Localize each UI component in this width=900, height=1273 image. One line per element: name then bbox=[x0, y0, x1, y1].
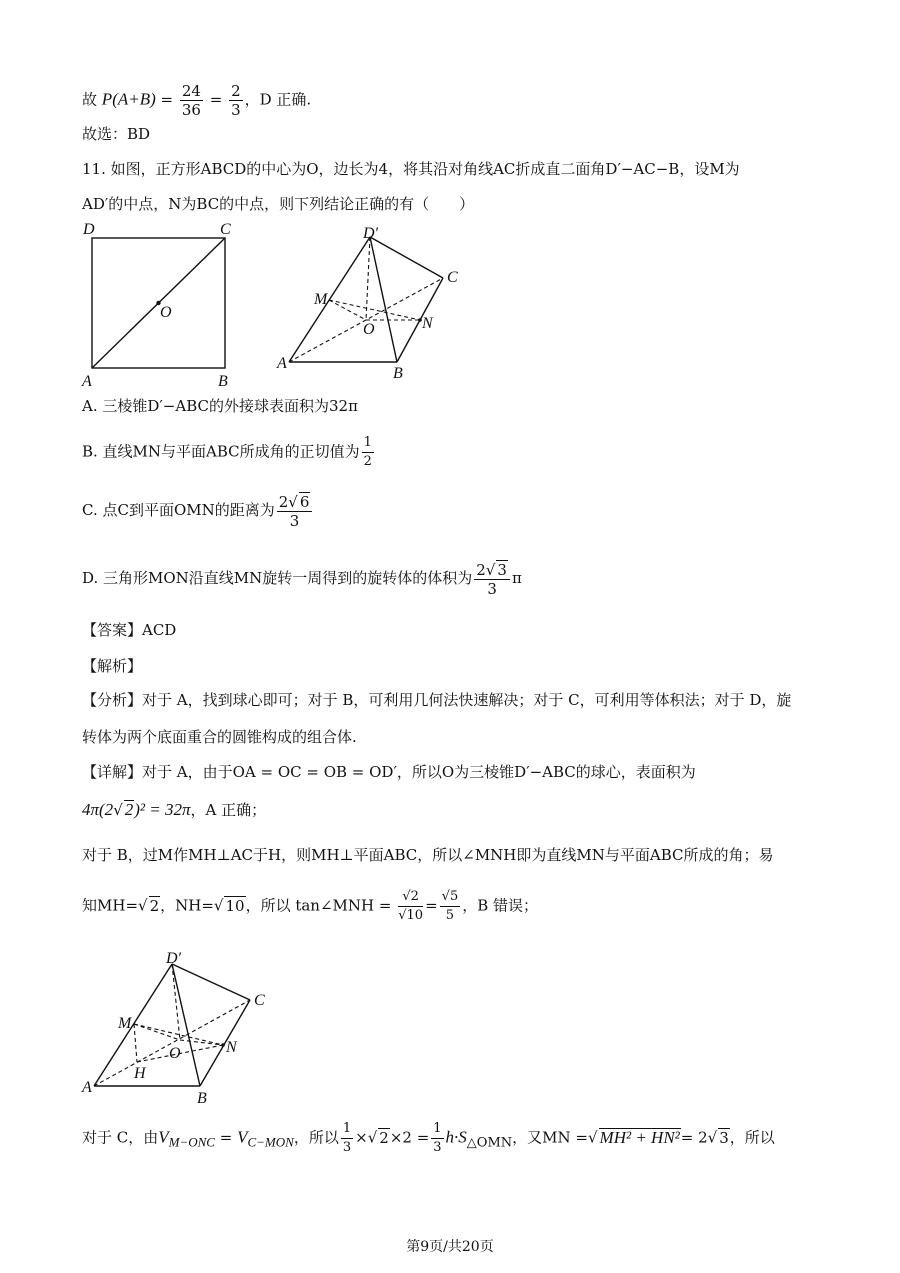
label-O: O bbox=[160, 304, 172, 321]
label-A: A bbox=[82, 1079, 92, 1096]
detail-line1: 【详解】对于 A，由于OA = OC = OB = OD′，所以O为三棱锥D′−ABC的球心，表面积为 bbox=[82, 763, 696, 781]
fraction-1-3-b: $\frac{1}{3}$ bbox=[433, 1121, 442, 1155]
question-11-line1: 11. 如图，正方形ABCD的中心为O，边长为4，将其沿对角线AC折成直二面角D′−AC−B，设M为 bbox=[82, 160, 740, 178]
label-H: H bbox=[134, 1065, 146, 1082]
analysis-heading: 【解析】 bbox=[82, 657, 143, 675]
label-C: C bbox=[254, 992, 265, 1009]
fraction-1-2: $\frac{1}{2}$ bbox=[363, 435, 372, 469]
detail-line4: 知MH=√ 2，NH=√ 10，所以 tan∠MNH = $\frac{√2}{√10}$ = $\frac{√5}{5}$ ，B 错误； bbox=[82, 889, 539, 923]
math-P: P bbox=[101, 89, 113, 109]
label-Dprime: D′ bbox=[166, 950, 182, 967]
figure-pyramid-with-h bbox=[80, 948, 280, 1108]
text-suffix: ，D 正确. bbox=[244, 90, 312, 109]
fraction-sqrt2-sqrt10: $\frac{√2}{√10}$ bbox=[398, 889, 424, 923]
label-N: N bbox=[226, 1039, 237, 1056]
fraction-sqrt5-5: $\frac{√5}{5}$ bbox=[441, 889, 459, 923]
analysis-line2: 转体为两个底面重合的圆锥构成的组合体. bbox=[82, 728, 357, 746]
label-M: M bbox=[314, 291, 328, 308]
label-C: C bbox=[220, 221, 231, 238]
option-c bbox=[82, 492, 314, 530]
fraction-1-3-a: $\frac{1}{3}$ bbox=[342, 1121, 352, 1155]
label-B: B bbox=[393, 365, 403, 382]
option-a: A. 三棱锥D′−ABC的外接球表面积为32π bbox=[82, 397, 358, 415]
option-b bbox=[82, 434, 376, 471]
label-A: A bbox=[82, 373, 92, 390]
page-footer: 第9页/共20页 bbox=[406, 1239, 494, 1255]
line-choose: 故选：BD bbox=[82, 125, 151, 143]
line-conclusion: 故 P(A+B) = $\frac{24}{36}$ = $\frac{2}{3}$ ，D 正确. bbox=[82, 82, 312, 119]
label-M: M bbox=[118, 1015, 132, 1032]
detail-line3: 对于 B，过M作MH⊥AC于H，则MH⊥平面ABC，所以∠MNH即为直线MN与平面ABC所成的角；易 bbox=[82, 846, 774, 864]
label-B: B bbox=[197, 1090, 207, 1107]
figure-square bbox=[80, 220, 250, 390]
analysis-line1: 【分析】对于 A，找到球心即可；对于 B，可利用几何法快速解决；对于 C，可利用等体积法；对于 D，旋 bbox=[82, 691, 792, 709]
option-d: D. 三角形MON沿直线MN旋转一周得到的旋转体的体积为 $\frac{2√ 3}{3}$ π bbox=[82, 561, 522, 598]
label-N: N bbox=[422, 315, 433, 332]
label-B: B bbox=[218, 373, 228, 390]
fraction-24-36: $\frac{24}{36}$ bbox=[181, 82, 201, 119]
question-11-line2: AD′的中点，N为BC的中点，则下列结论正确的有（ ） bbox=[82, 195, 475, 213]
fraction-2-3: $\frac{2}{3}$ bbox=[231, 82, 241, 119]
detail-line5: 对于 C，由$V_{M-ONC} = V_{C-MON}$，所以 $\frac{1}{3}$ ×√ 2×2 = $\frac{1}{3}$ $h\cdot S_{\triangle OMN}$，又MN =√ MH² + HN²= 2√ 3，所以 bbox=[82, 1121, 775, 1155]
option-d-text: D. 三角形MON沿直线MN旋转一周得到的旋转体的体积为 bbox=[82, 569, 473, 587]
label-C: C bbox=[447, 269, 458, 286]
fraction-2sqrt6-3: $\frac{2√ 6}{3}$ bbox=[277, 492, 313, 530]
label-D: D bbox=[83, 221, 95, 238]
math-AB: A+B bbox=[117, 89, 151, 109]
label-O: O bbox=[169, 1045, 181, 1062]
option-c-text: C. 点C到平面OMN的距离为 bbox=[82, 501, 275, 519]
text-prefix: 故 bbox=[82, 90, 98, 109]
answer-line: 【答案】ACD bbox=[82, 621, 177, 639]
detail-line2: 4π(2√ 2)² = 32π，A 正确； bbox=[82, 800, 267, 819]
option-b-text: B. 直线MN与平面ABC所成角的正切值为 bbox=[82, 442, 360, 461]
figure-pyramid bbox=[275, 222, 475, 382]
label-A: A bbox=[277, 355, 287, 372]
fraction-2sqrt3-3: $\frac{2√ 3}{3}$ bbox=[474, 560, 510, 598]
label-O: O bbox=[363, 321, 375, 338]
label-Dprime: D′ bbox=[363, 225, 379, 242]
